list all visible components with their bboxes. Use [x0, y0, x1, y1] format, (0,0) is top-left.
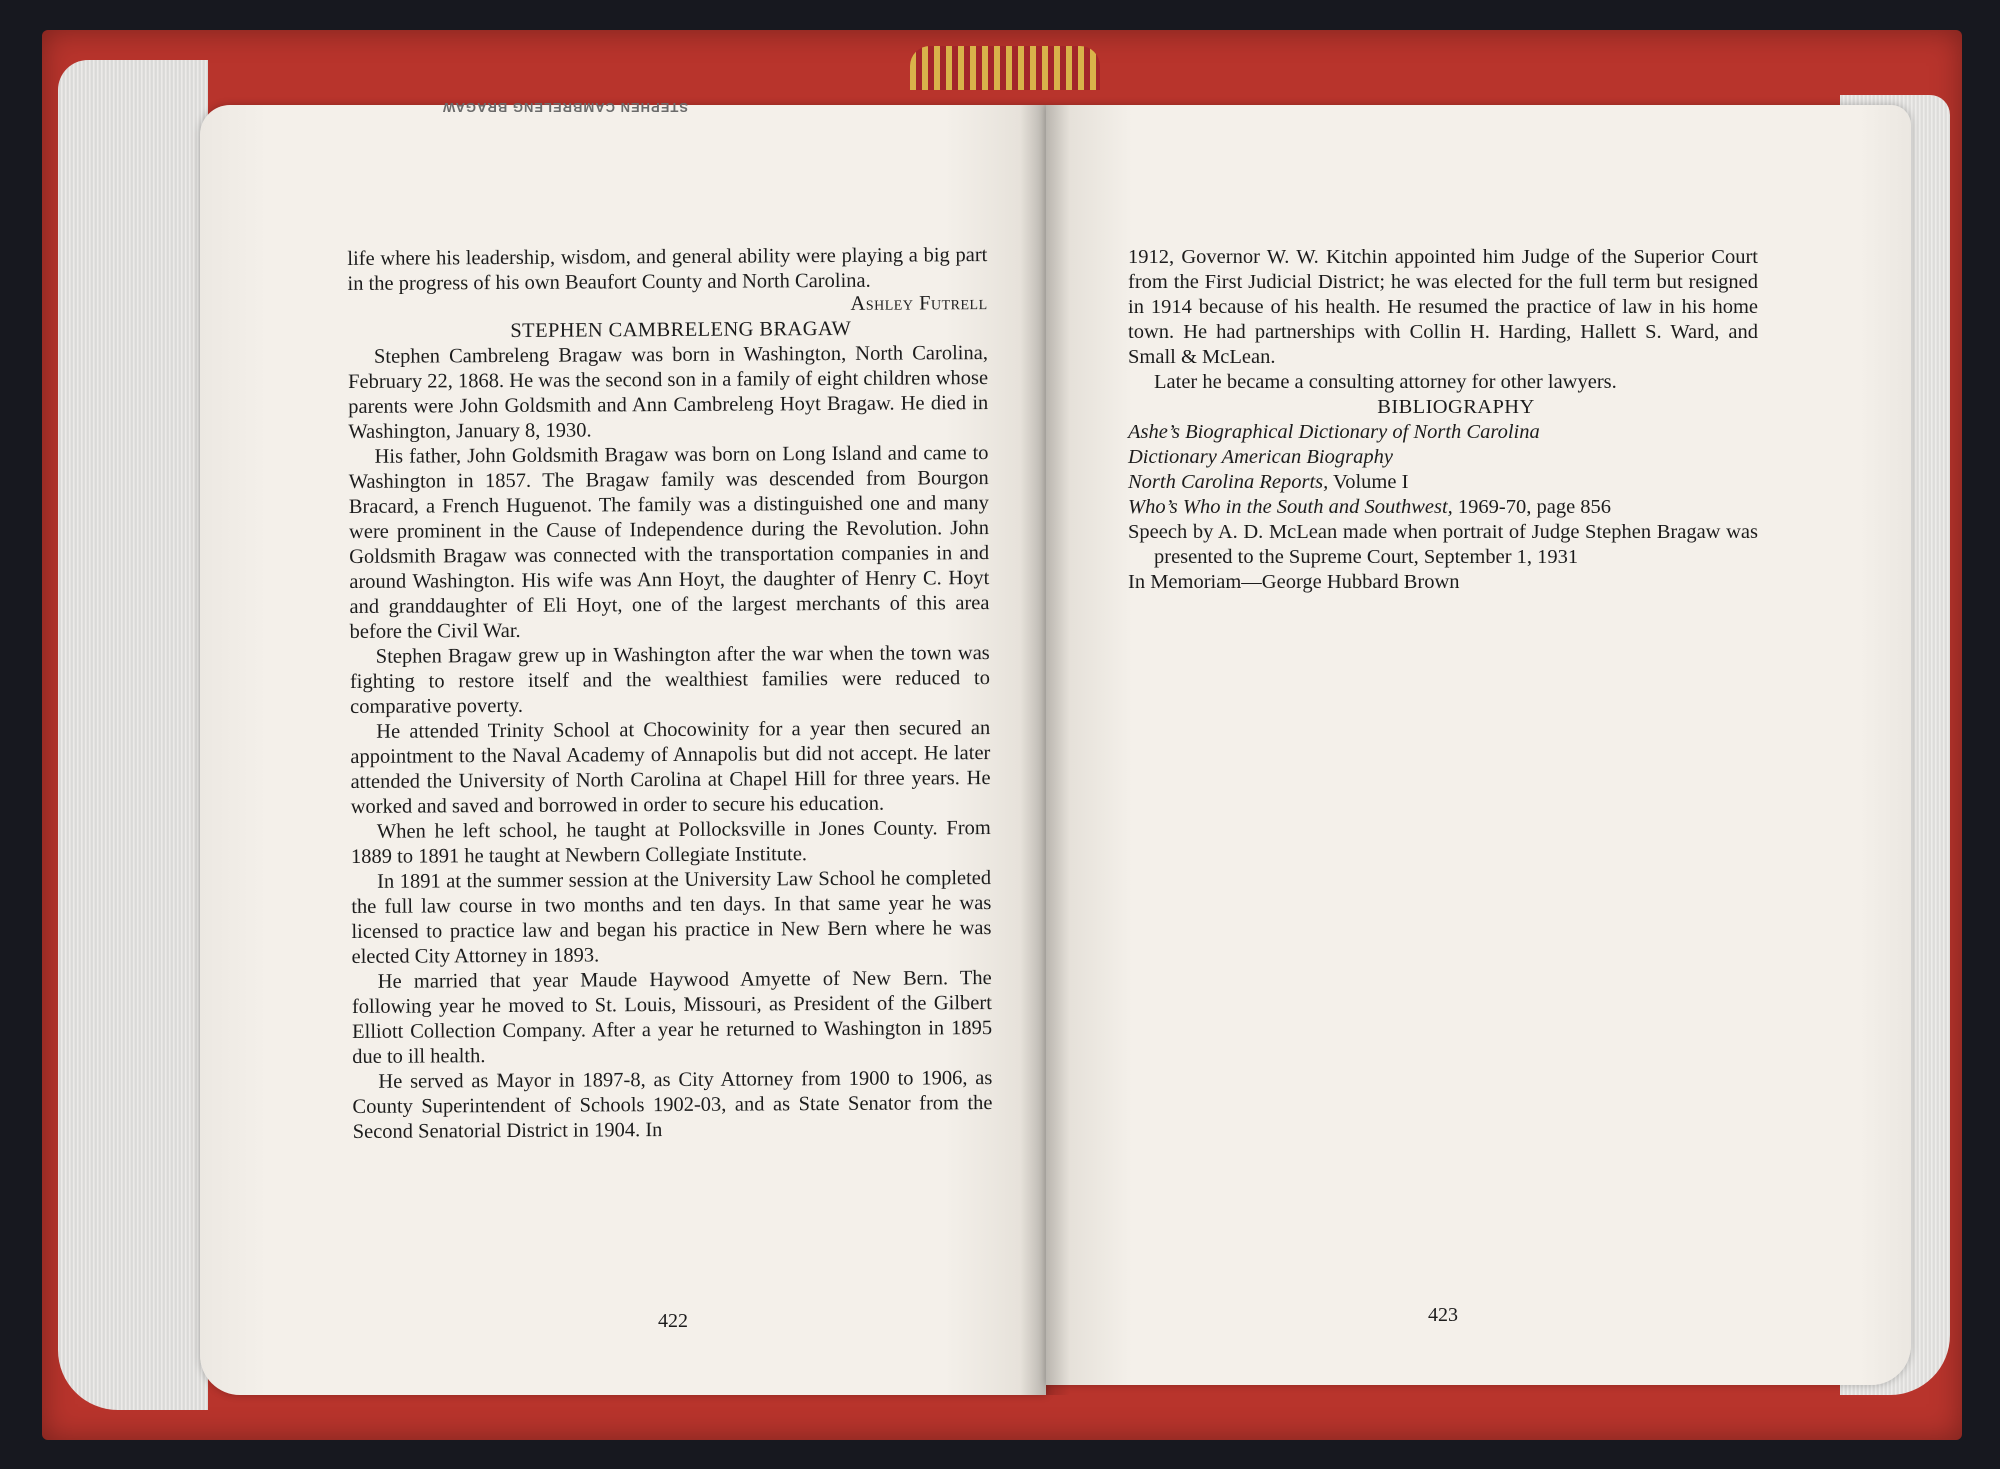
- bibliography-heading: BIBLIOGRAPHY: [1377, 396, 1535, 418]
- body-paragraph: His father, John Goldsmith Bragaw was born on Long Island and came to Washington in 1857. The Bragaw family was descended from Bourgon Bracard, a French Huguenot. The family was a distinguished one and many were prominent in the Cause of Independence during the Revolution. John Goldsmith Bragaw was connected with the transportation companies in and around Washington. His wife was Ann Hoyt, the daughter of Henry C. Hoyt and granddaughter of Eli Hoyt, one of the largest merchants of this area before the Civil War.: [348, 442, 990, 643]
- bib-title: Ashe’s Biographical Dictionary of North Carolina: [1128, 421, 1540, 443]
- headband: [910, 46, 1100, 90]
- right-page-text: [1128, 245, 1758, 595]
- author-signature: Ashley Futrell: [850, 292, 988, 315]
- page-edges-left: [58, 60, 208, 1410]
- section-heading: STEPHEN CAMBRELENG BRAGAW: [510, 317, 852, 342]
- bibliography-entry: [1128, 470, 1758, 495]
- bib-detail: Volume I: [1328, 471, 1409, 493]
- body-paragraph: He served as Mayor in 1897-8, as City Attorney from 1900 to 1906, as County Superintendent of Schools 1902-03, and as State Senator from the Second Senatorial District in 1904. In: [352, 1067, 993, 1143]
- body-paragraph: In 1891 at the summer session at the University Law School he completed the full law course in two months and ten days. In that same year he was licensed to practice law and began his practice in New Bern where he was elected City Attorney in 1893.: [351, 867, 992, 968]
- bibliography-entry: [1128, 520, 1758, 570]
- body-paragraph: Stephen Bragaw grew up in Washington after the war when the town was fighting to restore itself and the wealthiest families were reduced to comparative poverty.: [349, 642, 990, 718]
- spine-header: STEPHEN CAMBRELENG BRAGAW: [442, 100, 689, 115]
- body-paragraph: Later he became a consulting attorney for other lawyers.: [1154, 371, 1617, 393]
- page-number-left: 422: [658, 1310, 688, 1332]
- page-number-right: 423: [1428, 1304, 1458, 1326]
- bib-title: Who’s Who in the South and Southwest,: [1128, 496, 1453, 518]
- bib-detail: 1969-70, page 856: [1452, 496, 1612, 518]
- left-page-text: [347, 243, 992, 1145]
- body-paragraph: Stephen Cambreleng Bragaw was born in Washington, North Carolina, February 22, 1868. He was the second son in a family of eight children whose parents were John Goldsmith and Ann Cambreleng Hoyt Bragaw. He died in Washington, January 8, 1930.: [348, 342, 989, 443]
- continued-paragraph: life where his leadership, wisdom, and general ability were playing a big part in the progress of his own Beaufort County and North Carolina.: [347, 244, 988, 295]
- bibliography-list: [1128, 420, 1758, 595]
- body-paragraph: When he left school, he taught at Pollocksville in Jones County. From 1889 to 1891 he taught at Newbern Collegiate Institute.: [350, 817, 991, 868]
- body-paragraph: 1912, Governor W. W. Kitchin appointed him Judge of the Superior Court from the First Judicial District; he was elected for the full term but resigned in 1914 because of his health. He resumed the practice of law in his home town. He had partnerships with Collin H. Harding, Hallett S. Ward, and Small & McLean.: [1128, 246, 1758, 368]
- gutter-shadow: [1020, 105, 1070, 1395]
- body-paragraph: He attended Trinity School at Chocowinity for a year then secured an appointment to the Naval Academy of Annapolis but did not accept. He later attended the University of North Carolina at Chapel Hill for three years. He worked and saved and borrowed in order to secure his education.: [350, 717, 991, 818]
- bibliography-entry: [1128, 570, 1758, 595]
- bib-detail: Speech by A. D. McLean made when portrait of Judge Stephen Bragaw was presented to the Supreme Court, September 1, 1931: [1128, 521, 1758, 568]
- bibliography-entry: [1128, 445, 1758, 470]
- bib-title: Dictionary American Biography: [1128, 446, 1393, 468]
- body-paragraph: He married that year Maude Haywood Amyette of New Bern. The following year he moved to St. Louis, Missouri, as President of the Gilbert Elliott Collection Company. After a year he returned to Washington in 1895 due to ill health.: [351, 967, 993, 1068]
- bib-title: North Carolina Reports,: [1128, 471, 1329, 493]
- bibliography-entry: [1128, 495, 1758, 520]
- bibliography-entry: [1128, 420, 1758, 445]
- bib-detail: In Memoriam—George Hubbard Brown: [1128, 571, 1460, 593]
